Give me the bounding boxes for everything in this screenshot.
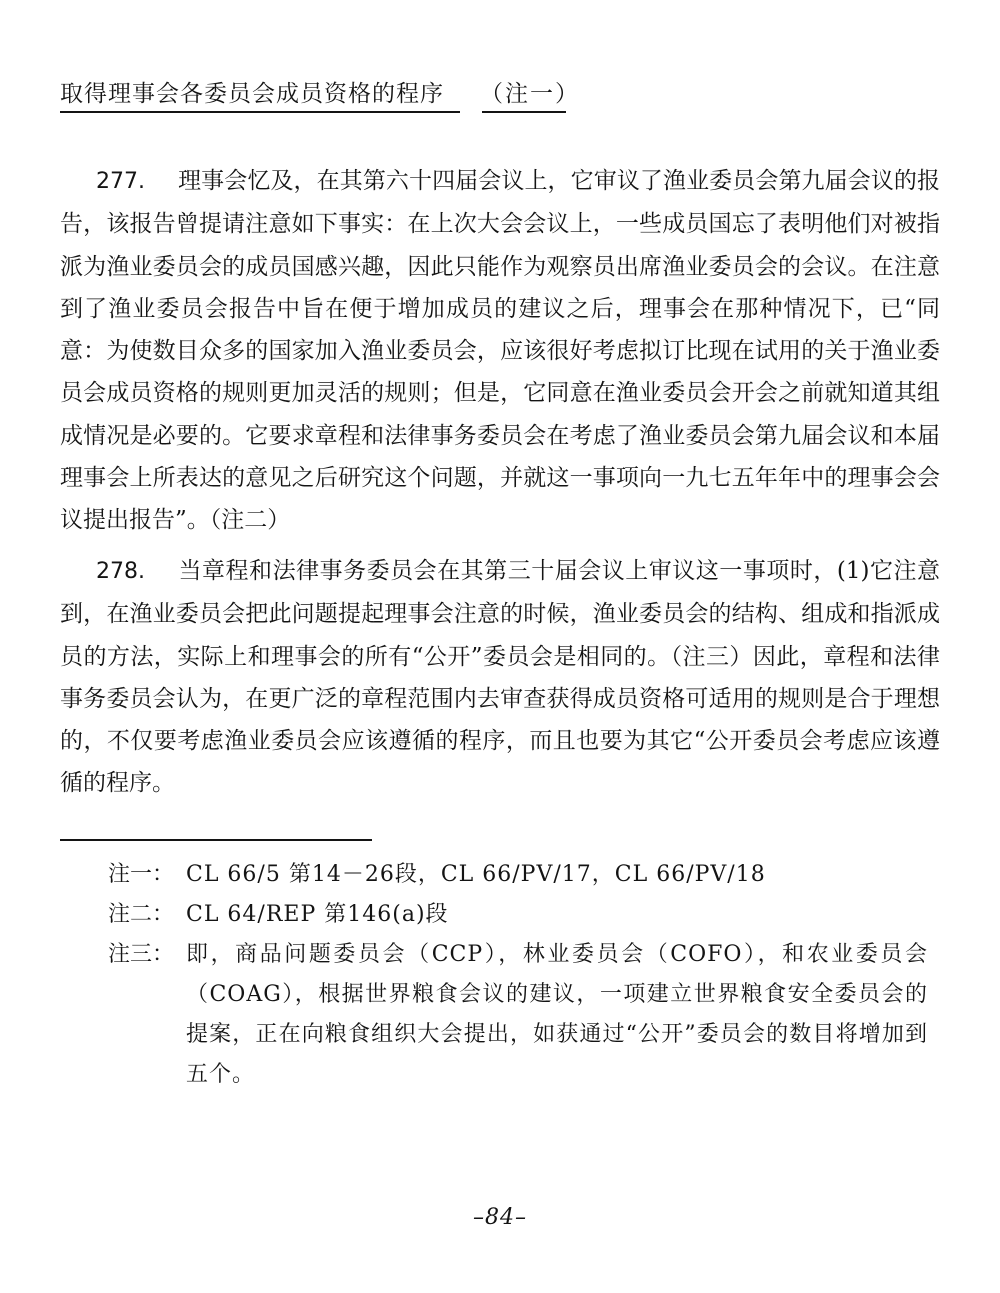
footnote-label: 注二： [108, 902, 175, 927]
footnote-3 [108, 935, 928, 1095]
footnote-divider [60, 839, 372, 841]
paragraph-text: 理事会忆及，在其第六十四届会议上，它审议了渔业委员会第九届会议的报告，该报告曾提请注意如下事实：在上次大会会议上，一些成员国忘了表明他们对被指派为渔业委员会的成员国感兴趣，因此只能作为观察员出席渔业委员会的会议。在注意到了渔业委员会报告中旨在便于增加成员的建议之后，理事会在那种情况下，已“同意：为使数目众多的国家加入渔业委员会，应该很好考虑拟订比现在试用的关于渔业委员会成员资格的规则更加灵活的规则；但是，它同意在渔业委员会开会之前就知道其组成情况是必要的。它要求章程和法律事务委员会在考虑了渔业委员会第九届会议和本届理事会上所表达的意见之后研究这个问题，并就这一事项向一九七五年年中的理事会会议提出报告”。（注二） [60, 168, 940, 534]
footnote-1 [108, 855, 928, 895]
footnote-text: 即，商品问题委员会（CCP），林业委员会（COFO），和农业委员会（COAG），根据世界粮食会议的建议，一项建立世界粮食安全委员会的提案，正在向粮食组织大会提出，如获通过“公开”委员会的数目将增加到五个。 [186, 942, 928, 1087]
title-underline [60, 111, 460, 113]
paragraph-277 [60, 160, 940, 542]
note-underline [482, 111, 566, 113]
footnote-text: CL 66/5 第14－26段，CL 66/PV/17，CL 66/PV/18 [186, 862, 766, 887]
footnote-2 [108, 895, 928, 935]
section-header [60, 75, 580, 117]
footnote-label: 注三： [108, 942, 175, 967]
paragraph-278 [60, 550, 940, 805]
paragraph-number: 277. [96, 169, 145, 194]
section-title: 取得理事会各委员会成员资格的程序 [60, 81, 444, 107]
paragraph-text: 当章程和法律事务委员会在其第三十届会议上审议这一事项时，(1)它注意到，在渔业委员会把此问题提起理事会注意的时候，渔业委员会的结构、组成和指派成员的方法，实际上和理事会的所有“公开”委员会是相同的。（注三）因此，章程和法律事务委员会认为，在更广泛的章程范围内去审查获得成员资格可适用的规则是合于理想的，不仅要考虑渔业委员会应该遵循的程序，而且也要为其它“公开委员会考虑应该遵循的程序。 [60, 558, 940, 797]
section-title-note-ref: （注一） [480, 81, 580, 107]
footnote-label: 注一： [108, 862, 175, 887]
page-number: –84– [473, 1205, 527, 1230]
paragraph-number: 278. [96, 559, 145, 584]
footnotes [108, 855, 928, 1095]
footnote-text: CL 64/REP 第146(a)段 [186, 902, 449, 927]
